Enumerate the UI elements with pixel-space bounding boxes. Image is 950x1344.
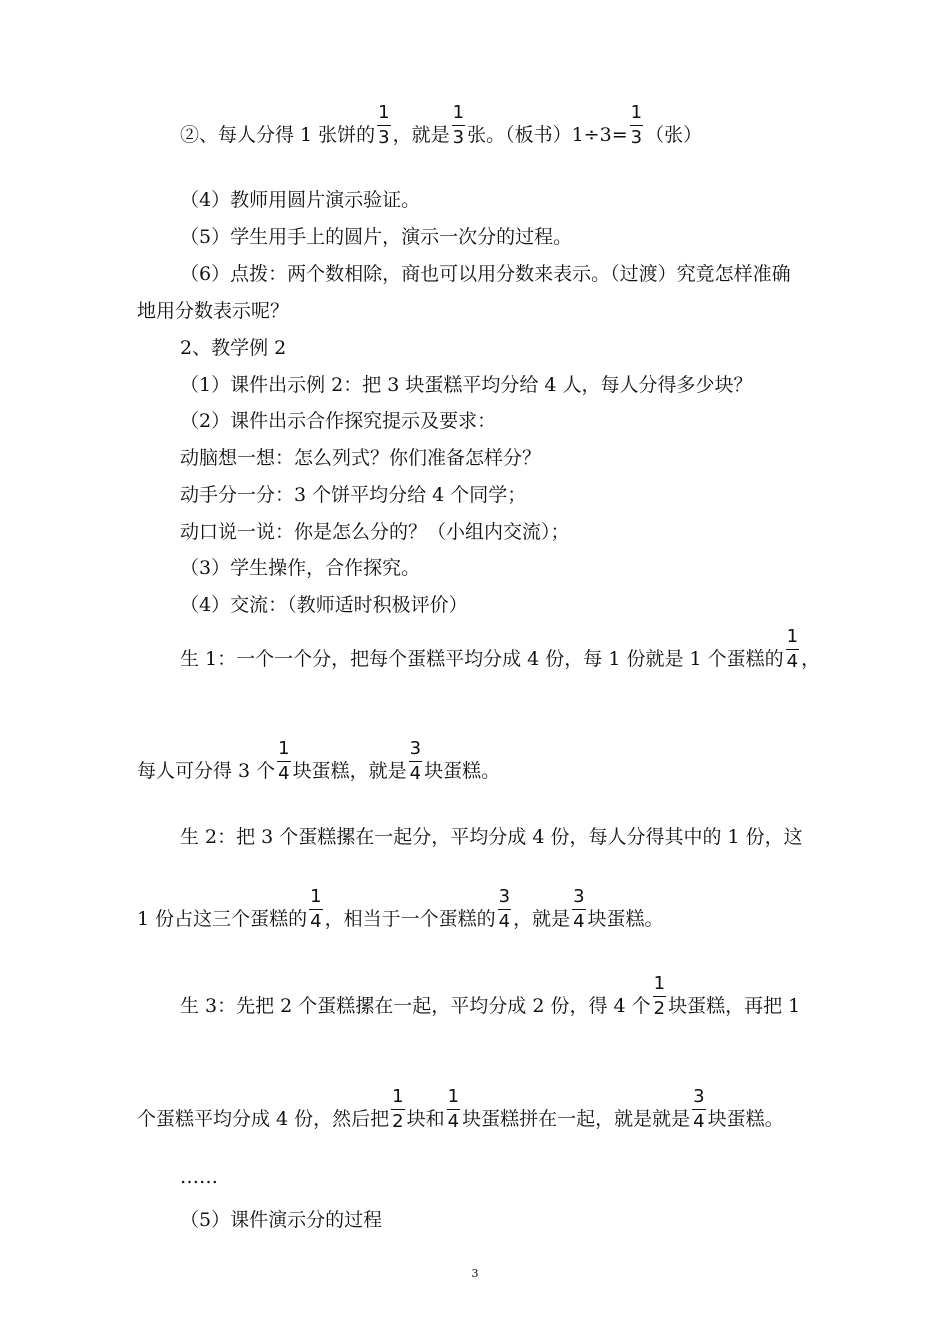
paragraph-line: （2）课件出示合作探究提示及要求： — [180, 410, 497, 432]
paragraph-line: 动口说一说：你是怎么分的？（小组内交流）； — [180, 521, 570, 543]
fraction: $\frac{3}{4}$ — [693, 1086, 705, 1132]
fraction: $\frac{1}{4}$ — [786, 626, 799, 672]
paragraph-line: 生 2：把 3 个蛋糕摞在一起分，平均分成 4 份，每人分得其中的 1 份，这 — [180, 826, 803, 848]
fraction: $\frac{3}{4}$ — [573, 886, 585, 932]
fraction: $\frac{1}{4}$ — [447, 1086, 460, 1132]
paragraph-line: 动手分一分：3 个饼平均分给 4 个同学； — [180, 484, 527, 506]
paragraph-line: 生 1：一个一个分，把每个蛋糕平均分成 4 份，每 1 份就是 1 个蛋糕的 $\frac{1}{4}$ ， — [180, 626, 821, 672]
fraction: $\frac{1}{2}$ — [392, 1086, 404, 1132]
fraction: $\frac{1}{4}$ — [310, 886, 322, 932]
paragraph-line: 每人可分得 3 个 $\frac{1}{4}$ 块蛋糕，就是 $\frac{3}{4}$ 块蛋糕。 — [137, 738, 501, 784]
paragraph-line: （6）点拨：两个数相除，商也可以用分数来表示。（过渡）究竟怎样准确 — [180, 263, 791, 285]
paragraph-line: （4）教师用圆片演示验证。 — [180, 189, 421, 211]
paragraph-line: （4）交流：（教师适时积极评价） — [180, 594, 468, 616]
paragraph-line: 1 份占这三个蛋糕的 $\frac{1}{4}$ ，相当于一个蛋糕的 $\frac{3}{4}$ ，就是 $\frac{3}{4}$ 块蛋糕。 — [137, 886, 664, 932]
paragraph-line: 个蛋糕平均分成 4 份，然后把 $\frac{1}{2}$ 块和 $\frac{1}{4}$ 块蛋糕拼在一起，就是就是 $\frac{3}{4}$ 块蛋糕。 — [137, 1086, 784, 1132]
fraction: $\frac{1}{3}$ — [452, 102, 465, 148]
paragraph-line: 地用分数表示呢？ — [137, 300, 290, 322]
fraction: $\frac{3}{4}$ — [498, 886, 511, 932]
paragraph-line: （1）课件出示例 2：把 3 块蛋糕平均分给 4 人，每人分得多少块？ — [180, 374, 753, 396]
paragraph-line: …… — [180, 1166, 218, 1188]
paragraph-line: （5）课件演示分的过程 — [180, 1209, 383, 1231]
paragraph-line: 2、教学例 2 — [180, 337, 287, 359]
fraction: $\frac{1}{4}$ — [278, 738, 290, 784]
page-number: 3 — [471, 1267, 479, 1280]
paragraph-line: （3）学生操作，合作探究。 — [180, 557, 421, 579]
fraction: $\frac{1}{2}$ — [653, 973, 666, 1019]
paragraph-line: 生 3：先把 2 个蛋糕摞在一起，平均分成 2 份，得 4 个 $\frac{1}{2}$ 块蛋糕，再把 1 — [180, 973, 801, 1019]
fraction: $\frac{1}{3}$ — [630, 102, 643, 148]
paragraph-line: 动脑想一想：怎么列式？你们准备怎样分？ — [180, 447, 542, 469]
fraction: $\frac{3}{4}$ — [409, 738, 422, 784]
fraction: $\frac{1}{3}$ — [378, 102, 390, 148]
paragraph-line: （5）学生用手上的圆片，演示一次分的过程。 — [180, 226, 573, 248]
paragraph-line: ②、每人分得 1 张饼的 $\frac{1}{3}$ ，就是 $\frac{1}{3}$ 张。（板书）1÷3= $\frac{1}{3}$ （张） — [180, 102, 703, 148]
